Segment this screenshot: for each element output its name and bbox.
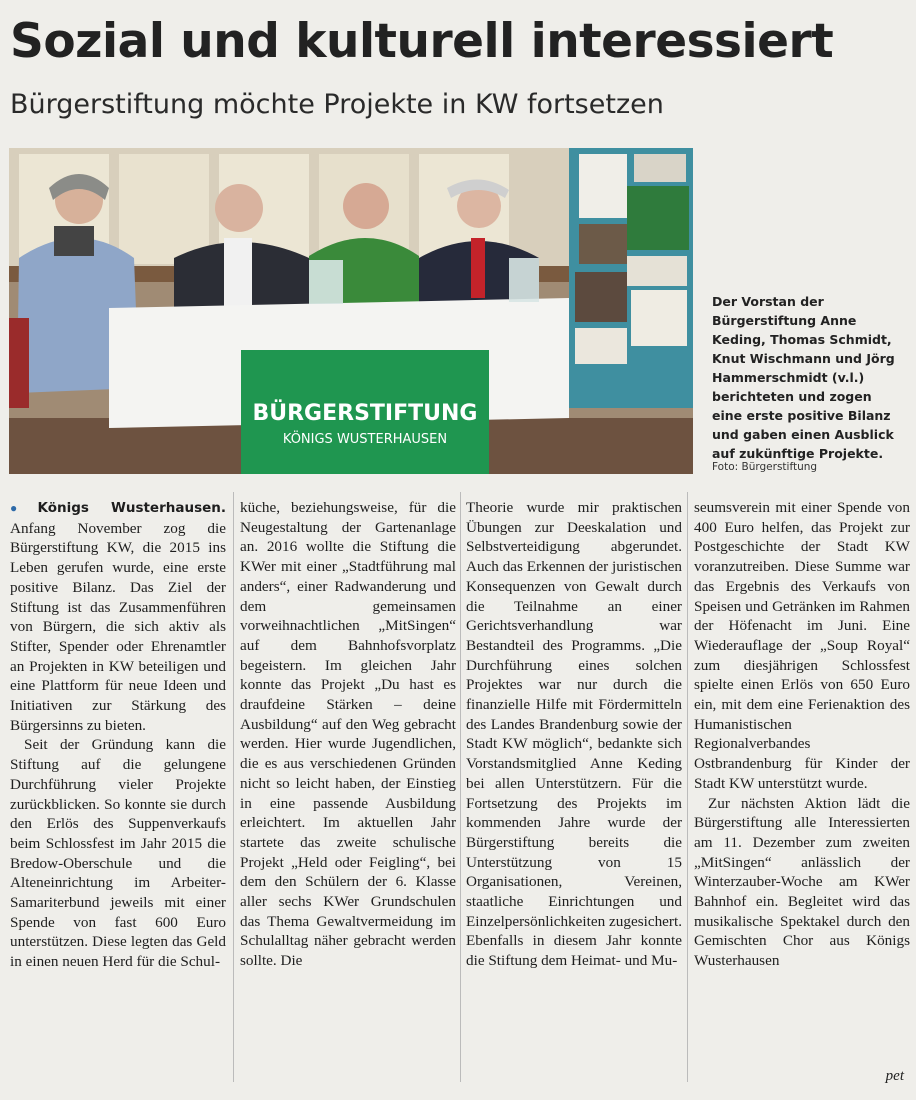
article-column-4 xyxy=(694,498,910,1078)
article-paragraph: seumsverein mit einer Spende von 400 Euro helfen, das Projekt zur Postgeschichte der Stadt KW voranzutreiben. Diese Summe war das Ergebnis des Verkaufs von Speisen und Getränken im Rahmen der Höfenacht im Juni. Eine Wiederauflage der „Soup Royal“ zum diesjährigen Schlossfest spielte einen Erlös von 650 Euro ein, mit dem eine Ferienaktion des Humanistischen Regionalverbandes Ostbrandenburg für Kinder der Stadt KW unterstützt wurde. xyxy=(694,499,910,792)
dateline: Königs Wusterhausen. xyxy=(37,500,226,516)
column-divider xyxy=(460,492,461,1082)
article-column-2 xyxy=(240,498,456,1078)
author-tag: pet xyxy=(885,1068,904,1084)
banner-subtitle: KÖNIGS WUSTERHAUSEN xyxy=(282,432,448,447)
article-headline: Sozial und kulturell interessiert xyxy=(10,14,834,69)
column-divider xyxy=(233,492,234,1082)
article-photo xyxy=(9,148,693,474)
article-paragraph: ● Königs Wusterhausen. Anfang November zog die Bürgerstiftung KW, die 2015 ins Leben gerufen wurde, eine erste positive Bilanz. Das Ziel der Stiftung ist das Zusammenführen von Bürgern, die sich aktiv als Stifter, Spender oder Ehrenamtler an Projekten in KW beteiligen und eine Plattform für neue Ideen und Initiativen zur Stärkung des Bürgersinns zu bieten. xyxy=(10,500,226,734)
article-paragraph: küche, beziehungsweise, für die Neugestaltung der Gartenanlage an. 2016 wollte die Stiftung die KWer mit einer „Stadtführung mal anders“, einer Radwanderung und dem gemeinsamen vorweihnachtlichen „MitSingen“ auf dem Bahnhofsvorplatz begeistern. Im gleichen Jahr konnte das Projekt „Du hast es draufdeine Stärken – deine Ausbildung“ auf den Weg gebracht werden. Hier wurde Jugendlichen, die es aus verschiedenen Gründen nicht so leicht haben, der Einstieg in eine passende Ausbildung erleichtert. Im aktuellen Jahr startete das zweite schulische Projekt „Held oder Feigling“, bei dem den Schülern der 6. Klasse aller sechs KWer Grundschulen das Thema Gewaltvermeidung im Schulalltag näher gebracht werden sollte. Die xyxy=(240,499,456,970)
photo-caption-text: Der Vorstan der Bürgerstiftung Anne Keding, Thomas Schmidt, Knut Wischmann und Jörg Hammerschmidt (v.l.) berichteten und zogen eine erste positive Bilanz und gaben einen Ausblick auf zukünftige Projekte. xyxy=(712,294,895,461)
article-paragraph: Zur nächsten Aktion lädt die Bürgerstiftung alle Interessierten am 11. Dezember zum zweiten „MitSingen“ anlässlich der Winterzauber-Woche am KWer Bahnhof ein. Begleitet wird das musikalische Spektakel durch den Gemischten Chor aus Königs Wusterhausen xyxy=(694,794,910,970)
bullet-icon: ● xyxy=(10,501,35,515)
banner-title: BÜRGERSTIFTUNG xyxy=(252,401,478,426)
article-subheadline: Bürgerstiftung möchte Projekte in KW fortsetzen xyxy=(10,89,664,120)
photo-caption xyxy=(712,292,906,463)
photo-illustration xyxy=(9,148,693,474)
article-column-1 xyxy=(10,498,226,1078)
article-paragraph: Theorie wurde mir praktischen Übungen zur Deeskalation und Selbstverteidigung abgerundet. Auch das Erkennen der juristischen Konsequenzen von Gewalt durch die Teilnahme an einer Gerichtsverhandlung war Bestandteil des Programms. „Die Durchführung eines solchen Projektes war nur durch die finanzielle Hilfe mit Fördermitteln des Landes Brandenburg sowie der Stadt KW möglich“, bedankte sich Vorstandsmitglied Anne Keding bei allen Unterstützern. Für die Fortsetzung des Projekts im kommenden Jahre wurde der Bürgerstiftung bereits die Unterstützung von 15 Organisationen, Vereinen, staatliche Einrichtungen und Einzelpersönlichkeiten zugesichert. Ebenfalls in diesem Jahr konnte die Stiftung dem Heimat- und Mu- xyxy=(466,499,682,970)
article-column-3 xyxy=(466,498,682,1078)
article-paragraph: Seit der Gründung kann die Stiftung auf die gelungene Durchführung vieler Projekte zurückblicken. So konnte sie durch den Erlös des Suppenverkaufs beim Schlossfest im Jahr 2015 die Bredow-Oberschule und die Alteneinrichtung im Arbeiter-Samariterbund jeweils mit einer Spende von fast 600 Euro unterstützen. Diese legten das Geld in einen neuen Herd für die Schul- xyxy=(10,736,226,971)
column-divider xyxy=(687,492,688,1082)
photo-credit: Foto: Bürgerstiftung xyxy=(712,461,818,473)
